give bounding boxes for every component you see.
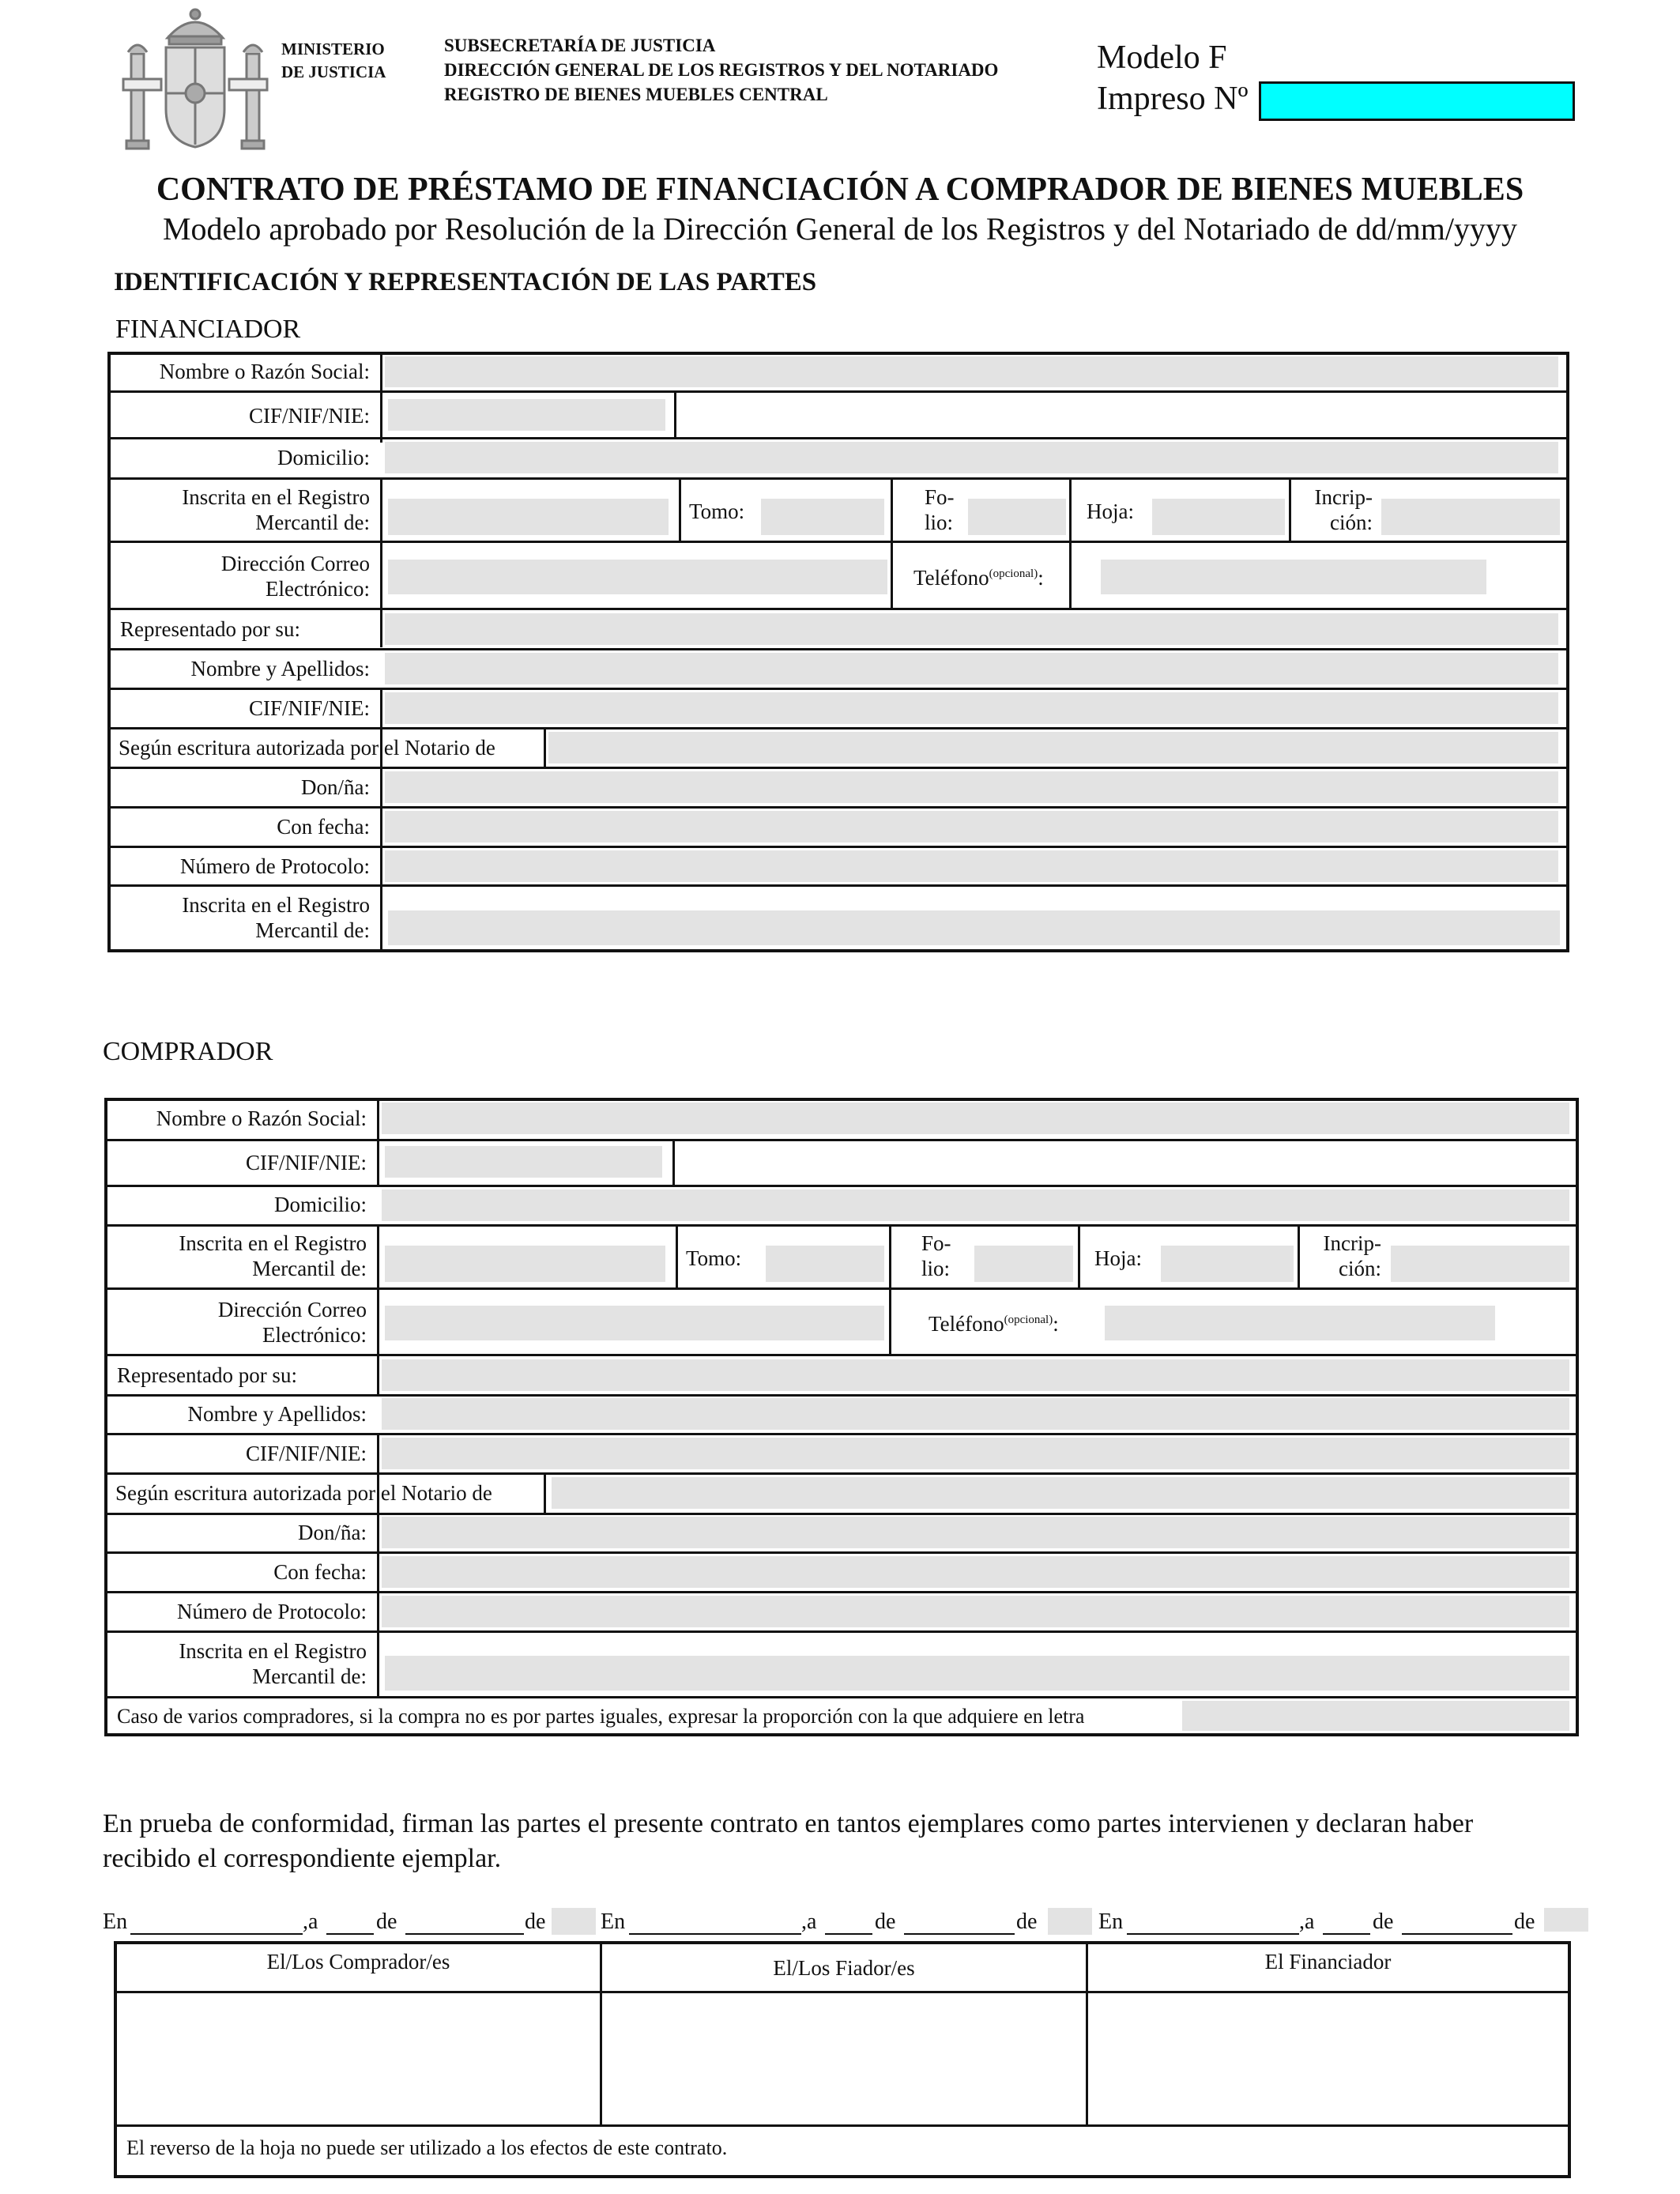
fin-hoja-field[interactable]	[1152, 499, 1285, 535]
comp-telefono-field[interactable]	[1105, 1306, 1495, 1340]
department-names: SUBSECRETARÍA DE JUSTICIA DIRECCIÓN GENERAL DE LOS REGISTROS Y DEL NOTARIADO REGISTRO DE BIENES MUEBLES CENTRAL	[444, 36, 999, 104]
comp-inscrip-field[interactable]	[1391, 1246, 1569, 1282]
fin-protocolo-field[interactable]	[385, 850, 1558, 882]
fin-inscrita-label: Inscrita en el Registro Mercantil de:	[182, 485, 370, 534]
fin-cif2-field[interactable]	[385, 692, 1558, 724]
fin-hoja-label: Hoja:	[1087, 499, 1134, 523]
comp-email-label: Dirección Correo Electrónico:	[217, 1298, 367, 1347]
comp-fecha-field[interactable]	[382, 1556, 1569, 1588]
ministry-name: MINISTERIO DE JUSTICIA	[281, 40, 386, 81]
comp-segun-label: Según escritura autorizada por el Notario de	[115, 1481, 492, 1505]
date-line	[0, 1908, 1680, 1940]
fin-email-label: Dirección Correo Electrónico:	[220, 552, 370, 601]
fin-email-field[interactable]	[388, 560, 887, 594]
fin-inscrita-field[interactable]	[388, 499, 669, 535]
comp-proporcion-label: Caso de varios compradores, si la compra no es por partes iguales, expresar la proporción con la que adquiere en letra	[117, 1705, 1085, 1728]
sig-fiadores-label: El/Los Fiador/es	[773, 1956, 915, 1980]
comp-cif-field[interactable]	[385, 1146, 662, 1178]
sig-fiadores-area[interactable]	[603, 1994, 1085, 2123]
comp-inscrita-field[interactable]	[385, 1246, 665, 1282]
date2-a: ,a	[801, 1909, 817, 1934]
fin-folio-label: Fo- lio:	[925, 485, 955, 534]
fin-nombre-field[interactable]	[385, 356, 1558, 387]
date3-de2: de	[1514, 1909, 1535, 1934]
comp-proporcion-field[interactable]	[1182, 1701, 1569, 1731]
date3-en: En	[1098, 1909, 1124, 1934]
sig-financiador-area[interactable]	[1089, 1994, 1568, 2123]
sig-financiador-label: El Financiador	[1264, 1950, 1392, 1973]
fin-cif-label: CIF/NIF/NIE:	[248, 404, 370, 428]
comp-cif2-field[interactable]	[382, 1438, 1569, 1469]
date1-de: de	[376, 1909, 397, 1934]
modelo-label: Modelo F	[1097, 40, 1227, 76]
fin-fecha-field[interactable]	[385, 811, 1558, 843]
impreso-number-field[interactable]	[1259, 81, 1575, 121]
sig-compradores-label: El/Los Comprador/es	[266, 1950, 450, 1973]
fin-representado-label: Representado por su:	[120, 617, 300, 641]
date2-en: En	[601, 1909, 626, 1934]
comp-protocolo-label: Número de Protocolo:	[177, 1600, 367, 1623]
comp-folio-label: Fo- lio:	[921, 1231, 951, 1280]
comp-cif2-label: CIF/NIF/NIE:	[245, 1442, 367, 1465]
comp-tomo-field[interactable]	[766, 1246, 884, 1282]
comp-inscrita-label: Inscrita en el Registro Mercantil de:	[179, 1231, 367, 1280]
comp-nombre-apellidos-label: Nombre y Apellidos:	[187, 1402, 367, 1426]
fin-domicilio-field[interactable]	[385, 442, 1558, 473]
fin-don-label: Don/ña:	[301, 775, 370, 799]
fin-telefono-field[interactable]	[1101, 560, 1486, 594]
comp-domicilio-label: Domicilio:	[274, 1193, 367, 1216]
fin-domicilio-label: Domicilio:	[277, 446, 370, 469]
financiador-heading: FINANCIADOR	[115, 315, 301, 344]
comp-representado-field[interactable]	[382, 1359, 1569, 1391]
coat-of-arms-logo	[120, 6, 270, 153]
date2-de2: de	[1016, 1909, 1038, 1934]
fin-cif2-label: CIF/NIF/NIE:	[248, 696, 370, 720]
date1-year-field[interactable]	[552, 1908, 596, 1935]
date1-a: ,a	[303, 1909, 318, 1934]
fin-folio-field[interactable]	[968, 499, 1066, 535]
comp-inscrita-en-field[interactable]	[385, 1656, 1569, 1691]
date3-a: ,a	[1299, 1909, 1315, 1934]
comp-domicilio-field[interactable]	[382, 1189, 1569, 1221]
date3-year-field[interactable]	[1544, 1908, 1588, 1932]
date3-de: de	[1373, 1909, 1394, 1934]
comprador-heading: COMPRADOR	[103, 1037, 273, 1066]
fin-tomo-label: Tomo:	[689, 499, 745, 523]
sig-compradores-area[interactable]	[117, 1994, 599, 2123]
fin-segun-label: Según escritura autorizada por el Notario de	[119, 736, 495, 760]
comp-fecha-label: Con fecha:	[273, 1560, 367, 1584]
date1-de2: de	[525, 1909, 546, 1934]
date2-year-field[interactable]	[1048, 1908, 1092, 1935]
comp-protocolo-field[interactable]	[382, 1596, 1569, 1627]
document-title: CONTRATO DE PRÉSTAMO DE FINANCIACIÓN A COMPRADOR DE BIENES MUEBLES	[156, 172, 1524, 208]
fin-don-field[interactable]	[385, 771, 1558, 803]
fin-fecha-label: Con fecha:	[277, 815, 370, 839]
fin-telefono-label: Teléfono$^{(opcional)}$:	[913, 566, 1044, 590]
fin-representado-field[interactable]	[385, 613, 1558, 645]
comp-notario-field[interactable]	[552, 1477, 1569, 1509]
comp-nombre-label: Nombre o Razón Social:	[156, 1106, 367, 1130]
document-subtitle: Modelo aprobado por Resolución de la Dirección General de los Registros y del Notariado de dd/mm/yyyy	[162, 211, 1518, 247]
fin-nombre-apellidos-label: Nombre y Apellidos:	[190, 657, 370, 680]
comp-cif-label: CIF/NIF/NIE:	[245, 1151, 367, 1174]
comp-tomo-label: Tomo:	[686, 1246, 742, 1270]
fin-nombre-apellidos-field[interactable]	[385, 653, 1558, 684]
comp-nombre-field[interactable]	[382, 1103, 1569, 1134]
comp-representado-label: Representado por su:	[117, 1363, 297, 1387]
comp-nombre-apellidos-field[interactable]	[382, 1398, 1569, 1430]
comp-email-field[interactable]	[385, 1306, 884, 1340]
comp-don-field[interactable]	[382, 1517, 1569, 1548]
fin-inscrita-en-field[interactable]	[388, 910, 1560, 945]
fin-inscrita-en-label: Inscrita en el Registro Mercantil de:	[182, 893, 370, 942]
fin-inscrip-label: Incrip- ción:	[1314, 485, 1373, 534]
fin-protocolo-label: Número de Protocolo:	[180, 854, 370, 878]
date1-en: En	[103, 1909, 128, 1934]
fin-cif-field[interactable]	[388, 399, 665, 431]
fin-nombre-label: Nombre o Razón Social:	[159, 360, 370, 383]
comp-inscrita-en-label: Inscrita en el Registro Mercantil de:	[179, 1639, 367, 1688]
comp-telefono-label: Teléfono$^{(opcional)}$:	[929, 1312, 1059, 1336]
fin-tomo-field[interactable]	[761, 499, 884, 535]
impreso-label: Impreso Nº	[1097, 81, 1249, 117]
comp-hoja-label: Hoja:	[1094, 1246, 1142, 1270]
fin-notario-field[interactable]	[548, 732, 1558, 763]
comp-hoja-field[interactable]	[1161, 1246, 1294, 1282]
conformidad-text: En prueba de conformidad, firman las partes el presente contrato en tantos ejemplares como partes intervienen y declaran haber recibido el correspondiente ejemplar.	[103, 1809, 1474, 1873]
comp-folio-field[interactable]	[974, 1246, 1073, 1282]
footer-note: El reverso de la hoja no puede ser utilizado a los efectos de este contrato.	[126, 2136, 728, 2159]
comp-don-label: Don/ña:	[298, 1521, 367, 1544]
date2-de: de	[875, 1909, 896, 1934]
fin-inscrip-field[interactable]	[1381, 499, 1560, 535]
comp-inscrip-label: Incrip- ción:	[1323, 1231, 1381, 1280]
section-title: IDENTIFICACIÓN Y REPRESENTACIÓN DE LAS PARTES	[114, 268, 817, 296]
